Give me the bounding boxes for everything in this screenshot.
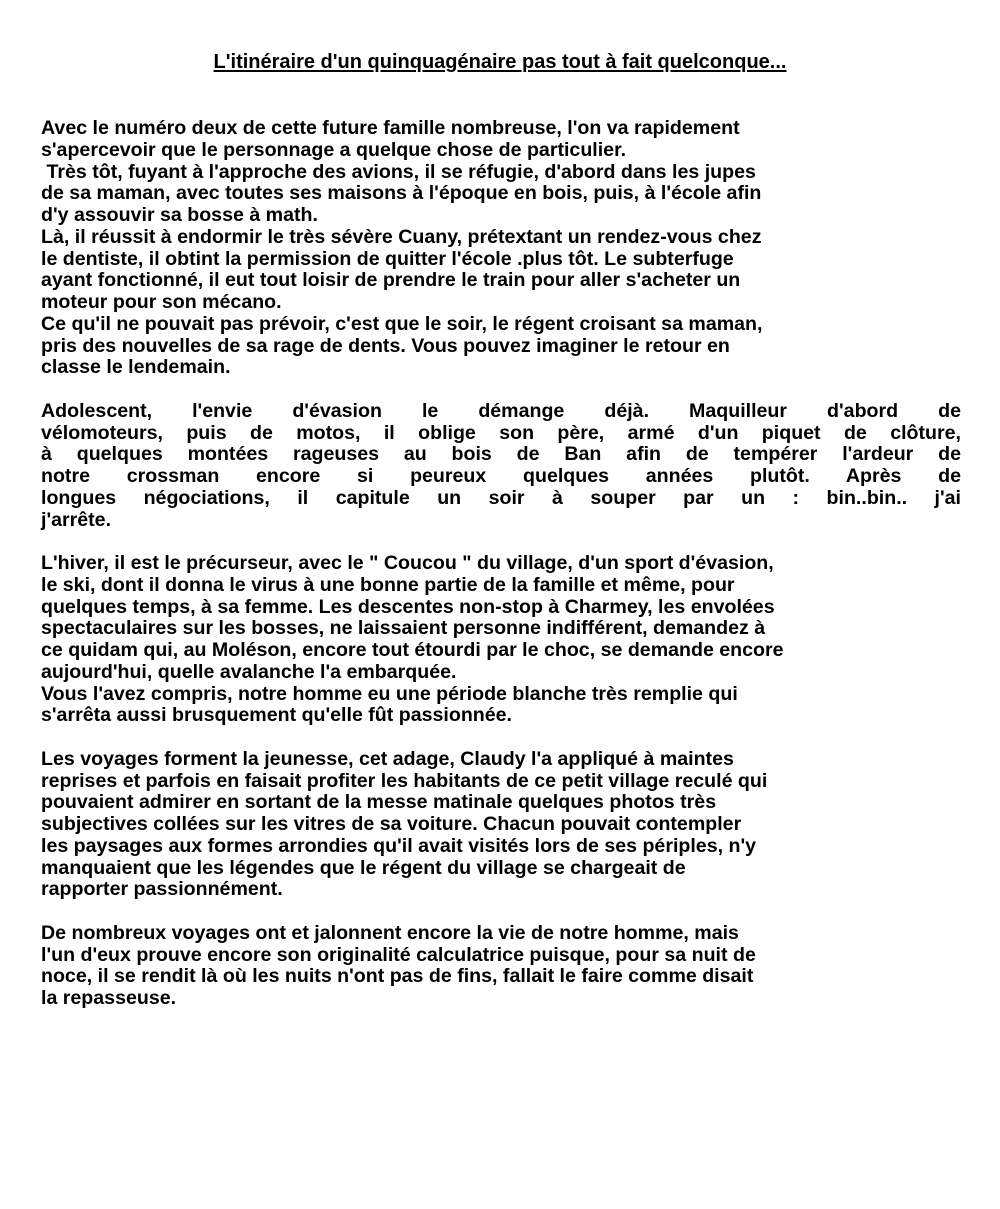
text-line: Très tôt, fuyant à l'approche des avions, il se réfugie, d'abord dans les jupes <box>41 160 756 183</box>
paragraph-3 <box>41 553 961 727</box>
text-line: de sa maman, avec toutes ses maisons à l'époque en bois, puis, à l'école afin <box>41 182 762 205</box>
text-line: L'hiver, il est le précurseur, avec le " Coucou " du village, d'un sport d'évasion, <box>41 552 774 574</box>
text-line: s'arrêta aussi brusquement qu'elle fût passionnée. <box>41 704 512 727</box>
text-line: longues négociations, il capitule un soir à souper par un : bin..bin.. j'ai <box>41 486 961 509</box>
text-line: quelques temps, à sa femme. Les descentes non-stop à Charmey, les envolées <box>41 595 775 618</box>
text-line: la repasseuse. <box>41 987 177 1009</box>
text-line: classe le lendemain. <box>41 356 231 379</box>
text-line: aujourd'hui, quelle avalanche l'a embarquée. <box>41 660 457 683</box>
text-line: Vous l'avez compris, notre homme eu une période blanche très remplie qui <box>41 682 738 705</box>
text-line: Les voyages forment la jeunesse, cet adage, Claudy l'a appliqué à maintes <box>41 747 734 770</box>
text-line: moteur pour son mécano. <box>41 291 282 313</box>
text-line: ayant fonctionné, il eut tout loisir de prendre le train pour aller s'acheter un <box>41 269 741 292</box>
text-line: à quelques montées rageuses au bois de Ban afin de tempérer l'ardeur de <box>41 443 961 466</box>
text-line: vélomoteurs, puis de motos, il oblige son père, armé d'un piquet de clôture, <box>41 421 961 444</box>
text-line: les paysages aux formes arrondies qu'il avait visités lors de ses périples, n'y <box>41 834 757 857</box>
text-line: manquaient que les légendes que le régent du village se chargeait de <box>41 856 686 879</box>
text-line: s'apercevoir que le personnage a quelque chose de particulier. <box>41 138 627 161</box>
text-line: De nombreux voyages ont et jalonnent encore la vie de notre homme, mais <box>41 921 739 944</box>
text-line: notre crossman encore si peureux quelques années plutôt. Après de <box>41 465 961 487</box>
text-line: ce quidam qui, au Moléson, encore tout étourdi par le choc, se demande encore <box>41 639 784 661</box>
document-title: L'itinéraire d'un quinquagénaire pas tout à fait quelconque... <box>213 51 787 73</box>
text-line: Adolescent, l'envie d'évasion le démange déjà. Maquilleur d'abord de <box>41 399 961 422</box>
text-line: le ski, dont il donna le virus à une bonne partie de la famille et même, pour <box>41 573 735 596</box>
text-line: subjectives collées sur les vitres de sa voiture. Chacun pouvait contempler <box>41 813 742 835</box>
paragraph-2 <box>41 401 961 532</box>
text-line: Ce qu'il ne pouvait pas prévoir, c'est que le soir, le régent croisant sa maman, <box>41 312 763 335</box>
text-line: reprises et parfois en faisait profiter les habitants de ce petit village reculé qui <box>41 769 768 792</box>
text-line: j'arrête. <box>41 508 112 531</box>
text-line: d'y assouvir sa bosse à math. <box>41 204 318 226</box>
text-line: Là, il réussit à endormir le très sévère Cuany, prétextant un rendez-vous chez <box>41 225 762 248</box>
text-line: le dentiste, il obtint la permission de quitter l'école .plus tôt. Le subterfuge <box>41 247 734 270</box>
text-line: l'un d'eux prouve encore son originalité calculatrice puisque, pour sa nuit de <box>41 943 756 966</box>
text-line: spectaculaires sur les bosses, ne laissaient personne indifférent, demandez à <box>41 617 766 640</box>
paragraph-4 <box>41 749 961 901</box>
paragraph-5 <box>41 923 961 1010</box>
text-line: noce, il se rendit là où les nuits n'ont pas de fins, fallait le faire comme disait <box>41 965 754 988</box>
text-line: rapporter passionnément. <box>41 878 283 901</box>
paragraph-1 <box>41 118 961 379</box>
text-line: pouvaient admirer en sortant de la messe matinale quelques photos très <box>41 791 717 814</box>
text-line: Avec le numéro deux de cette future famille nombreuse, l'on va rapidement <box>41 117 740 139</box>
text-line: pris des nouvelles de sa rage de dents. Vous pouvez imaginer le retour en <box>41 334 730 357</box>
document-body <box>41 118 961 1010</box>
